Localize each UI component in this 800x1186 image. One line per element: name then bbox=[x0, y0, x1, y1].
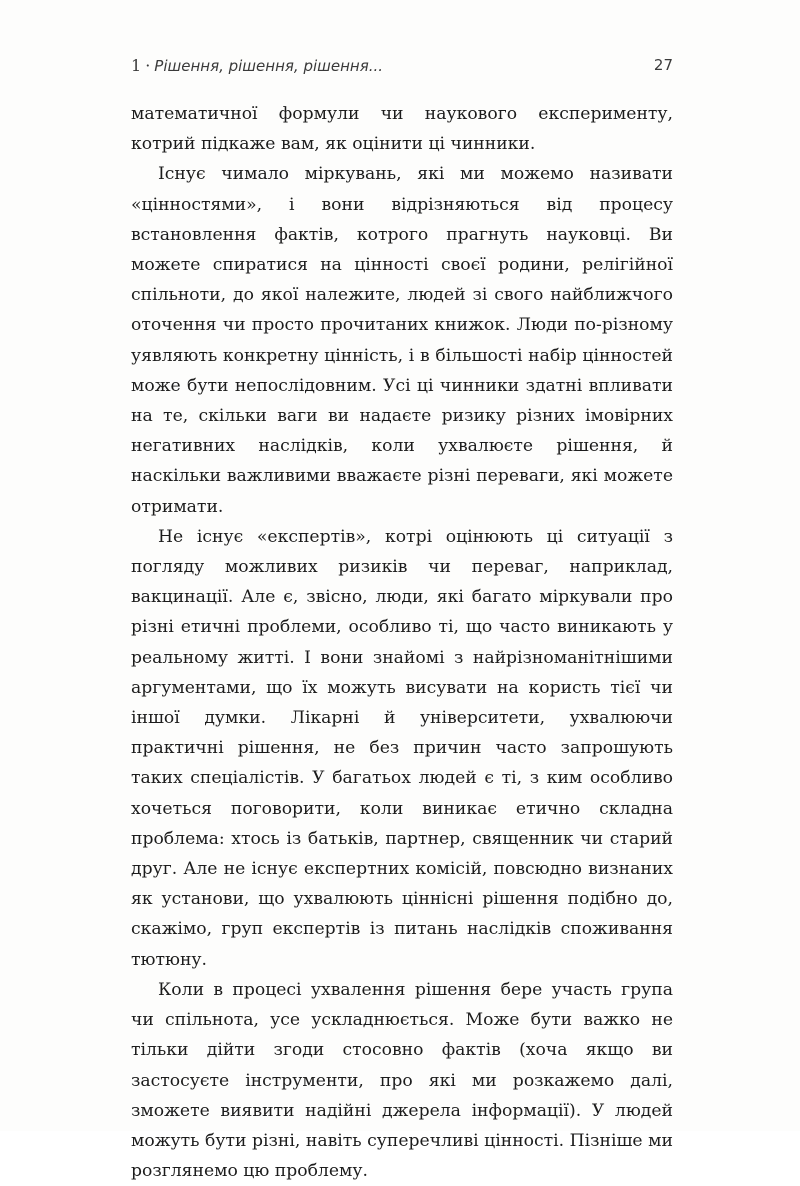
chapter-title: Рішення, рішення, рішення... bbox=[154, 57, 384, 75]
page-number: 27 bbox=[653, 56, 673, 74]
paragraph: Існує чимало міркувань, які ми можемо називати «цінностями», і вони відрізняються від процесу встановлення фактів, котрого прагнуть науковці. Ви можете спиратися на цінності своєї родини, релігійної спільноти, до якої належите, людей зі свого найближчого оточення чи просто прочитаних книжок. Люди по-різному уявляють конкретну цінність, і в більшості набір цінностей може бути непослідовним. Усі ці чинники здатні впливати на те, скільки ваги ви надаєте ризику різних імовірних негативних наслідків, коли ухвалюєте рішення, й наскільки важливими вважаєте різні переваги, які можете отримати. bbox=[131, 164, 673, 517]
running-head-left bbox=[131, 56, 383, 75]
paragraph: Не існує «експертів», котрі оцінюють ці ситуації з погляду можливих ризиків чи переваг, наприклад, вакцинації. Але є, звісно, люди, які багато міркували про різні етичні проблеми, особливо ті, що часто виникають у реальному житті. І вони знайомі з найрізноманітнішими аргументами, що їх можуть висувати на користь тієї чи іншої думки. Лікарні й університети, ухвалюючи практичні рішення, не без причин часто запрошують таких спеціалістів. У багатьох людей є ті, з ким особливо хочеться поговорити, коли виникає етично складна проблема: хтось із батьків, партнер, священник чи старий друг. Але не існує експертних комісій, повсюдно визнаних як установи, що ухвалюють ціннісні рішення подібно до, скажімо, груп експертів із питань наслідків споживання тютюну. bbox=[131, 526, 673, 970]
paragraph-continuation: математичної формули чи наукового експерименту, котрий підкаже вам, як оцінити ці чинники. bbox=[131, 104, 673, 155]
paragraph: Коли в процесі ухвалення рішення бере участь група чи спільнота, усе ускладнюється. Може бути важко не тільки дійти згоди стосовно фактів (хоча якщо ви застосуєте інструменти, про які ми розкажемо далі, зможете виявити надійні джерела інформації). У людей можуть бути різні, навіть суперечливі цінності. Пізніше ми розглянемо цю проблему. bbox=[131, 979, 673, 1182]
running-head-separator: · bbox=[145, 56, 151, 75]
chapter-number: 1 bbox=[131, 56, 142, 75]
running-head bbox=[131, 56, 673, 80]
body-text bbox=[131, 99, 673, 1186]
